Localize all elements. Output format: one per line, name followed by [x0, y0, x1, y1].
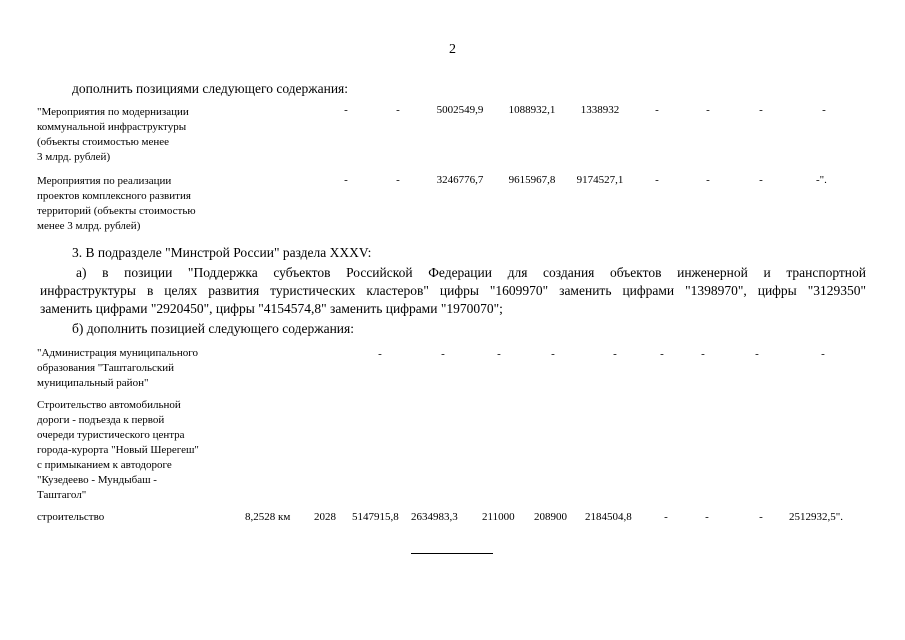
- label-line: 3 млрд. рублей): [37, 151, 111, 163]
- construction-label: строительство: [37, 511, 105, 523]
- table1-row2-cell: -: [759, 174, 763, 186]
- label-line: "Администрация муниципального: [37, 347, 198, 359]
- label-line: менее 3 млрд. рублей): [37, 220, 141, 232]
- label-line: очереди туристического центра: [37, 429, 185, 441]
- label-line: Мероприятия по реализации: [37, 175, 172, 187]
- table1-row1-cell: 1088932,1: [508, 104, 556, 116]
- construction-cell: 2634983,3: [411, 511, 458, 523]
- table2-admin-label: [37, 346, 198, 391]
- construction-cell: 211000: [482, 511, 515, 523]
- table2-admin-cell: -: [613, 348, 617, 360]
- table1-row2-cell: 3246776,7: [436, 174, 484, 186]
- table2-admin-cell: -: [701, 348, 705, 360]
- table1-row1-cell: -: [759, 104, 763, 116]
- construction-year: 2028: [314, 511, 336, 523]
- table1-row1-label: [37, 105, 189, 165]
- construction-cell: 208900: [534, 511, 567, 523]
- label-line: Таштагол": [37, 489, 87, 501]
- table2-admin-cell: -: [378, 348, 382, 360]
- construction-cell: -: [664, 511, 668, 523]
- construction-cell: -: [705, 511, 709, 523]
- label-line: коммунальной инфраструктуры: [37, 121, 187, 133]
- item-a-paragraph: [40, 264, 866, 318]
- item-a-line: инфраструктуры в целях развития туристических кластеров" цифры "1609970" заменить цифрами "1398970", цифры "3129350": [40, 283, 866, 298]
- label-line: дороги - подъезда к первой: [37, 414, 165, 426]
- item-b-line: б) дополнить позицией следующего содержания:: [72, 321, 354, 336]
- label-line: "Кузедеево - Мундыбаш -: [37, 474, 157, 486]
- intro-line: дополнить позициями следующего содержания:: [72, 81, 349, 96]
- table2-admin-cell: -: [497, 348, 501, 360]
- item-a-line: заменить цифрами "2920450", цифры "4154574,8" заменить цифрами "1970070";: [40, 301, 503, 316]
- label-line: "Мероприятия по модернизации: [37, 106, 189, 118]
- table1-row1-cell: -: [396, 104, 400, 116]
- table2-object-label: [37, 398, 199, 503]
- table1-row1-cell: -: [655, 104, 659, 116]
- table2-admin-cell: -: [755, 348, 759, 360]
- construction-cell: -: [759, 511, 763, 523]
- label-line: города-курорта "Новый Шерегеш": [37, 444, 199, 456]
- table1-row1-cell: -: [822, 104, 826, 116]
- end-divider: [411, 553, 493, 554]
- label-line: муниципальный район": [37, 377, 149, 389]
- construction-cell: 5147915,8: [352, 511, 399, 523]
- table1-row1-cell: -: [344, 104, 348, 116]
- table1-row2-cell: -".: [816, 174, 827, 186]
- label-line: проектов комплексного развития: [37, 190, 191, 202]
- table1-row2-cell: -: [655, 174, 659, 186]
- construction-capacity: 8,2528 км: [245, 511, 291, 523]
- table1-row1-cell: 1338932: [580, 104, 620, 116]
- label-line: (объекты стоимостью менее: [37, 136, 170, 148]
- label-line: Строительство автомобильной: [37, 399, 181, 411]
- table2-admin-cell: -: [441, 348, 445, 360]
- construction-cell: 2512932,5".: [789, 511, 843, 523]
- label-line: с примыканием к автодороге: [37, 459, 172, 471]
- construction-cell: 2184504,8: [585, 511, 632, 523]
- table1-row2-cell: -: [706, 174, 710, 186]
- table2-admin-cell: -: [551, 348, 555, 360]
- table1-row2-cell: -: [396, 174, 400, 186]
- section3-heading: 3. В подразделе "Минстрой России" раздела XXXV:: [72, 245, 372, 260]
- label-line: территорий (объекты стоимостью: [37, 205, 196, 217]
- label-line: образования "Таштагольский: [37, 362, 174, 374]
- table1-row2-label: [37, 174, 196, 234]
- page-number: 2: [449, 42, 456, 57]
- table2-admin-cell: -: [660, 348, 664, 360]
- item-a-line: а) в позиции "Поддержка субъектов Российской Федерации для создания объектов инженерной и транспортной: [76, 265, 866, 280]
- table1-row2-cell: 9615967,8: [508, 174, 556, 186]
- table1-row2-cell: -: [344, 174, 348, 186]
- table1-row1-cell: -: [706, 104, 710, 116]
- table1-row2-cell: 9174527,1: [576, 174, 624, 186]
- table2-admin-cell: -: [821, 348, 825, 360]
- table1-row1-cell: 5002549,9: [436, 104, 484, 116]
